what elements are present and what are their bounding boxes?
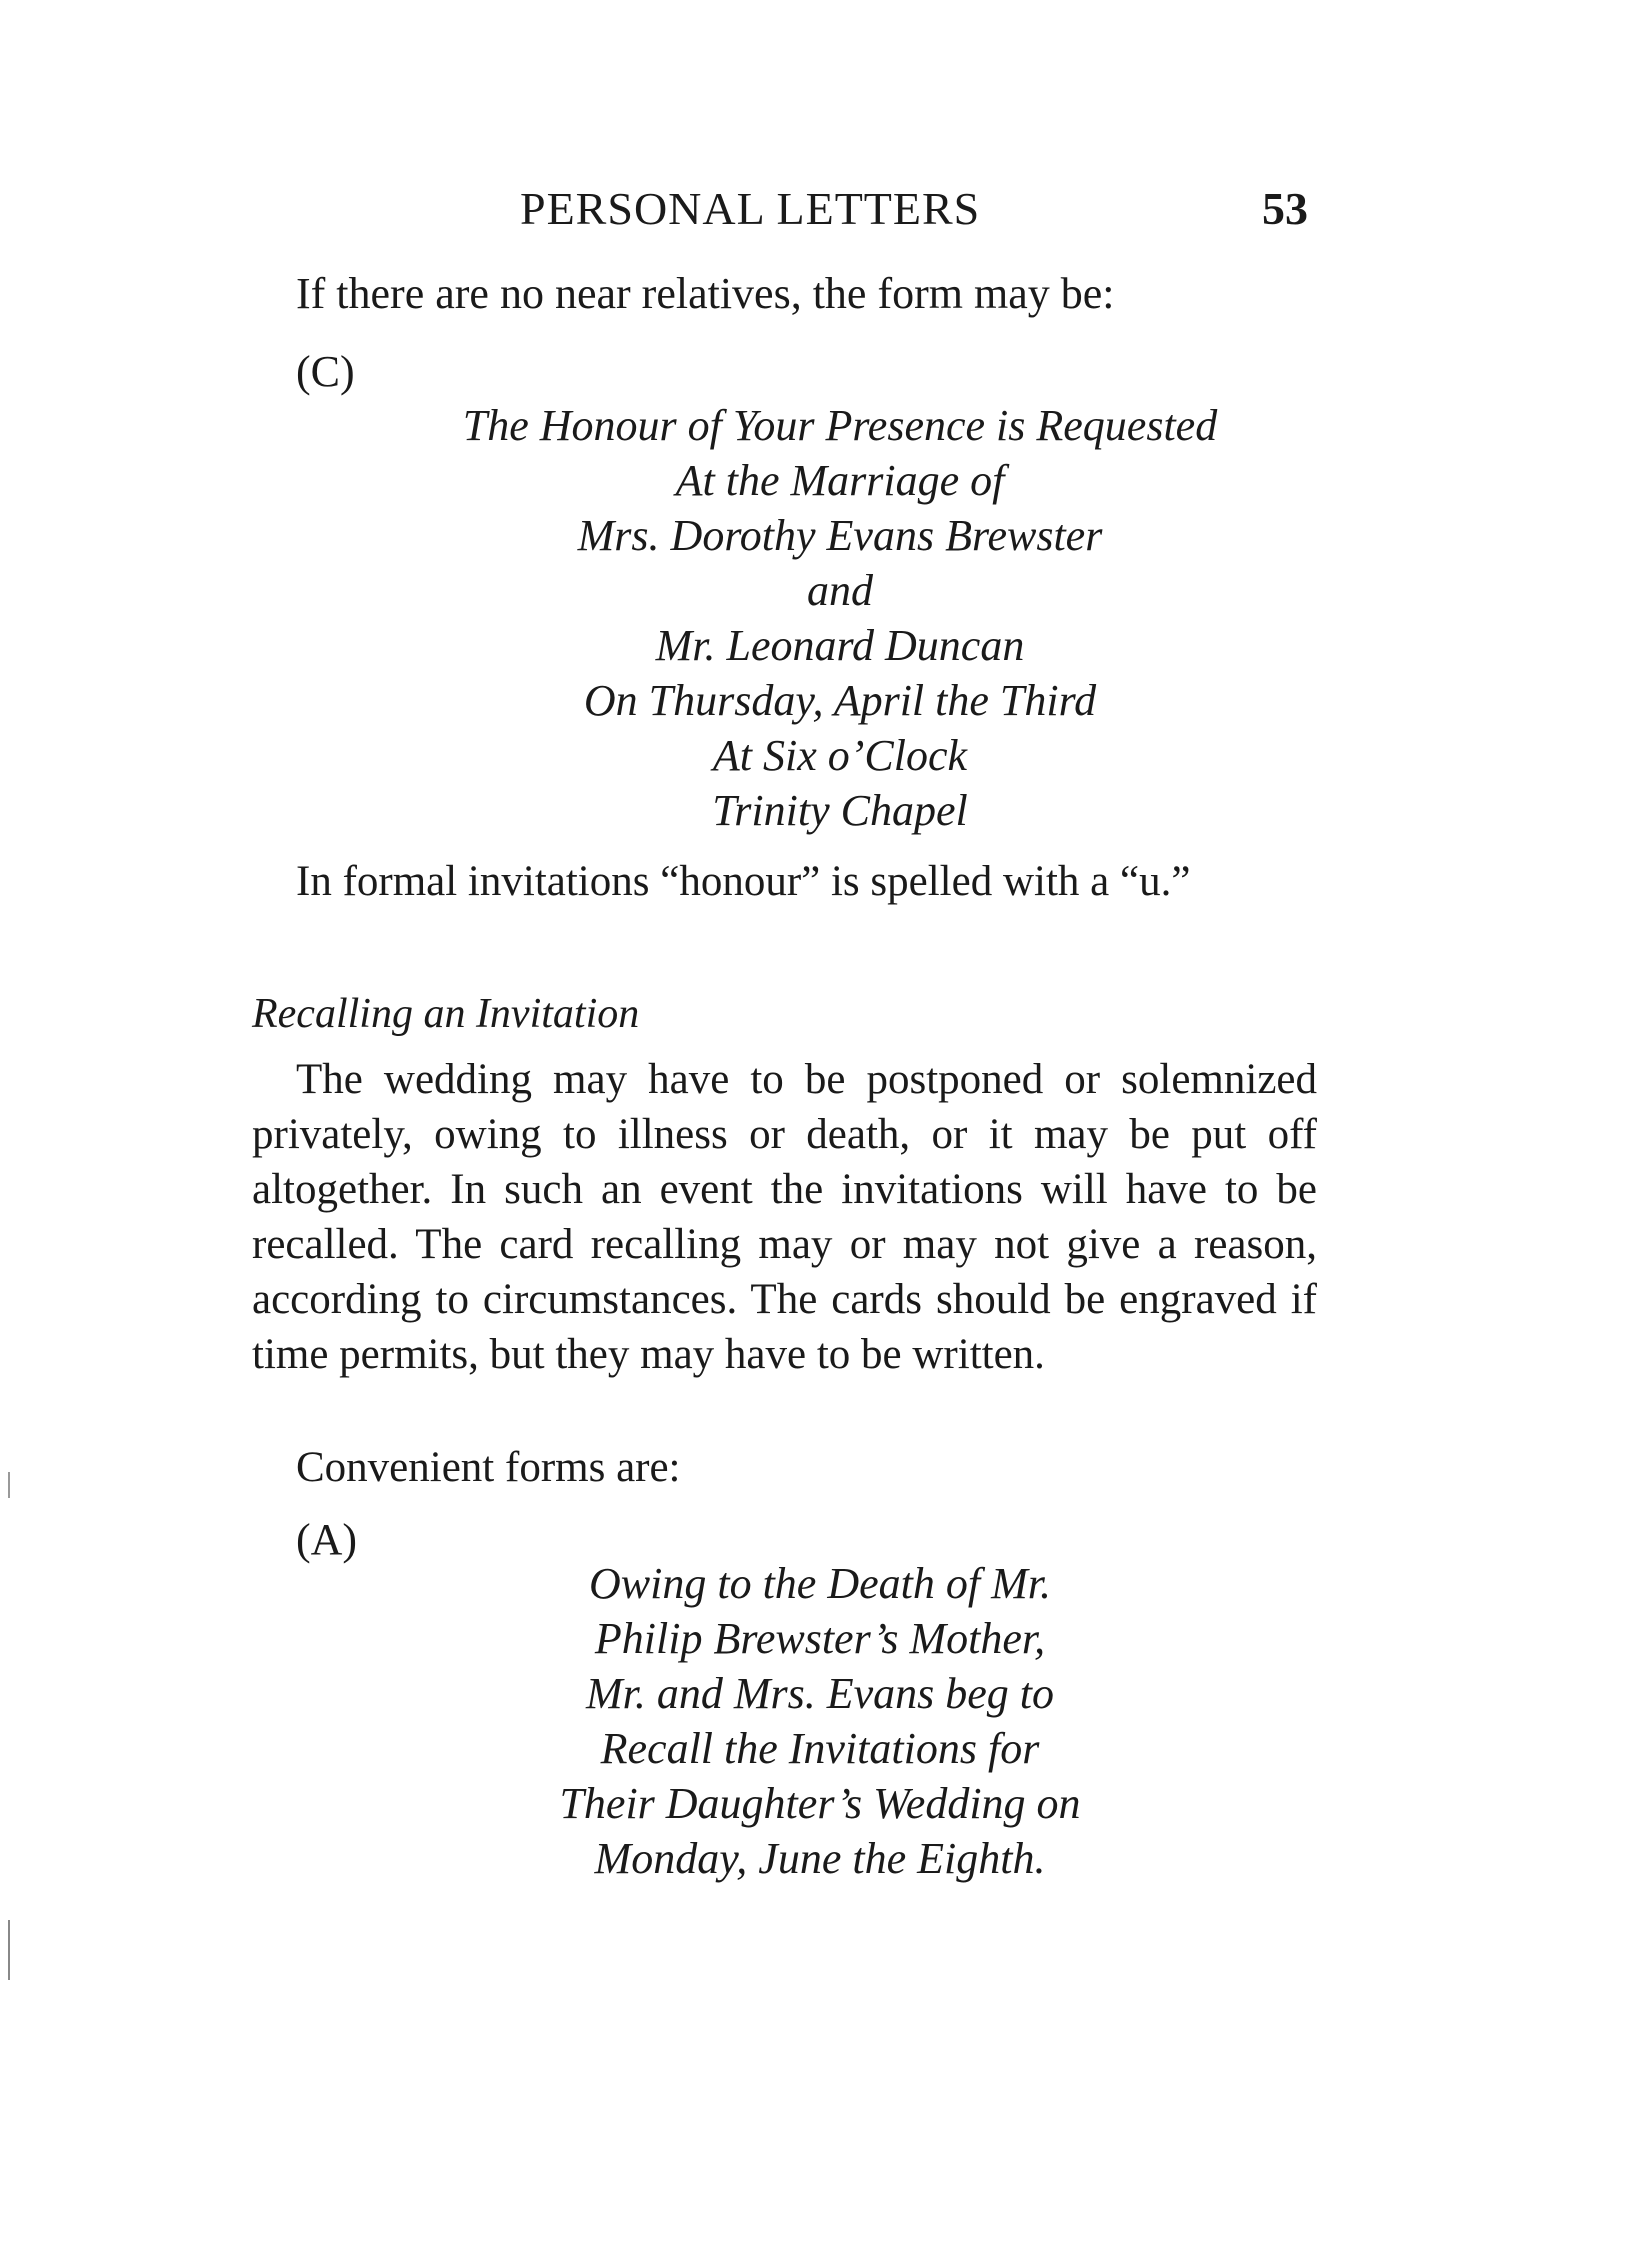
invitation-line: Their Daughter’s Wedding on [559,1779,1081,1828]
margin-scan-mark [8,1472,10,1498]
honour-note-text: In formal invitations “honour” is spelled with a “u.” [296,858,1191,905]
invitation-line: Mrs. Dorothy Evans Brewster [577,511,1103,560]
invitation-line: Monday, June the Eighth. [594,1834,1046,1883]
invitation-line: and [807,566,873,615]
invitation-line: On Thursday, April the Third [583,676,1097,725]
forms-intro-paragraph [252,1440,1317,1495]
invitation-line: At Six o’Clock [712,731,968,780]
invitation-line: Owing to the Death of Mr. [589,1559,1051,1608]
invitation-line: Mr. Leonard Duncan [655,621,1025,670]
invitation-form-c [340,398,1340,838]
recall-paragraph-text: The wedding may have to be postponed or solemnized privately, owing to illness or death, or it may be put off altogether. In such an event the invitations will have to be recalled. The card recalling may or may not give a reason, according to circumstances. The cards should be engraved if time permits, but they may have to be written. [252,1056,1317,1378]
recall-paragraph [252,1052,1317,1382]
invitation-line: The Honour of Your Presence is Requested [462,401,1218,450]
invitation-line: Trinity Chapel [712,786,968,835]
page-number: 53 [1262,183,1308,234]
invitation-line: At the Marriage of [675,456,1005,505]
invitation-line: Recall the Invitations for [600,1724,1040,1773]
section-heading: Recalling an Invitation [252,991,640,1037]
margin-scan-mark [8,1920,10,1980]
invitation-line: Philip Brewster’s Mother, [594,1614,1046,1663]
forms-intro-text: Convenient forms are: [296,1444,681,1491]
form-c-label: (C) [296,347,355,396]
honour-note-paragraph [252,854,1317,909]
running-header-title: PERSONAL LETTERS [520,183,981,234]
intro-sentence: If there are no near relatives, the form may be: [296,269,1115,318]
invitation-form-a [430,1556,1210,1886]
invitation-line: Mr. and Mrs. Evans beg to [585,1669,1055,1718]
form-a-label: (A) [296,1515,358,1564]
